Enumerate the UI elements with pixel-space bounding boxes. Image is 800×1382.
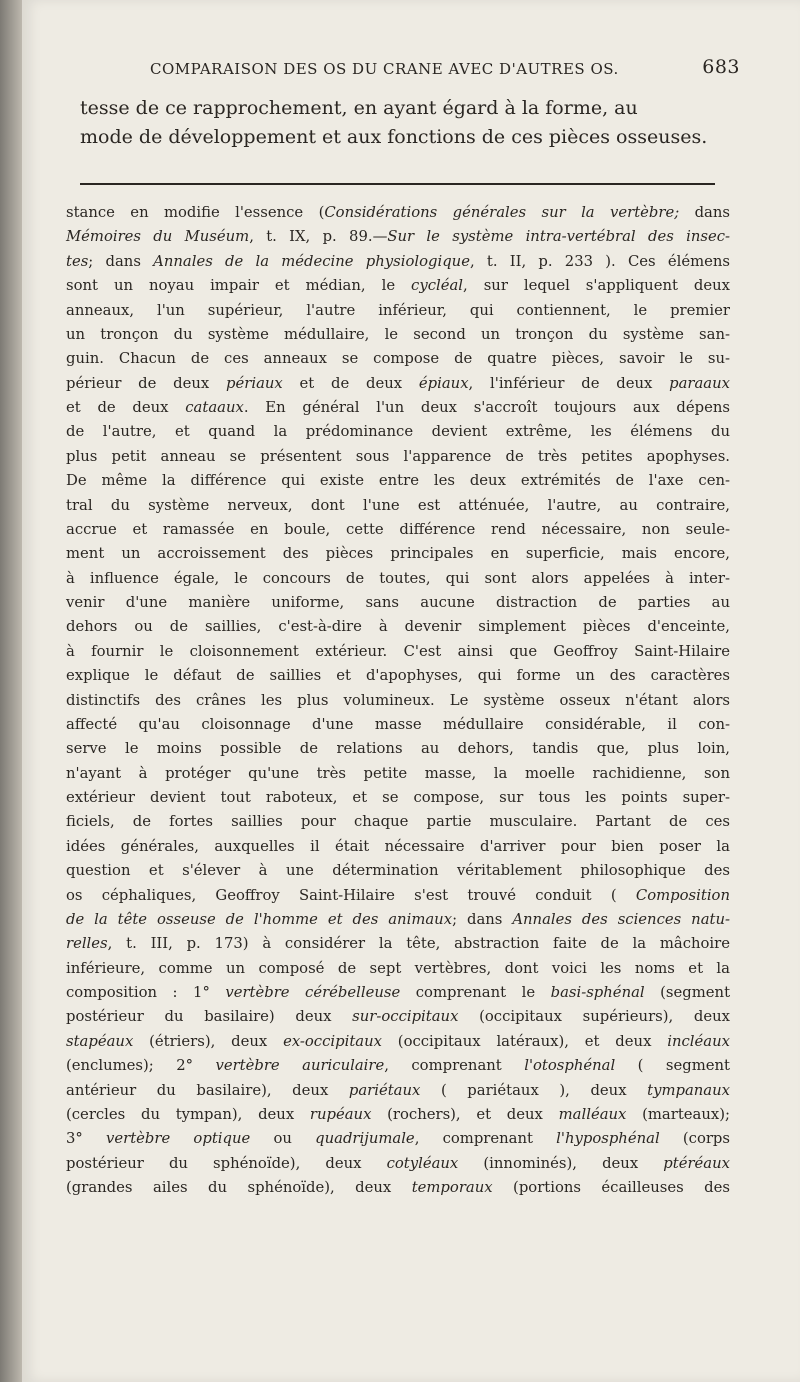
text-line — [66, 396, 730, 420]
italic-run: ex-occipitaux — [283, 1032, 382, 1050]
text-run: dans — [679, 204, 730, 221]
text-run: comprenant le — [400, 984, 551, 1001]
text-line — [66, 225, 730, 249]
text-run: postérieur du basilaire) deux — [66, 1008, 353, 1026]
text-run: ; dans — [452, 910, 513, 928]
italic-run: épiaux — [418, 374, 469, 392]
text-run: (occipitaux supérieurs), deux — [458, 1008, 730, 1026]
text-run: serve le moins possible de relations au dehors, tandis que, plus loin, — [66, 740, 730, 758]
text-line — [66, 664, 730, 688]
text-run: de l'autre, et quand la prédominance devient extrême, les élémens du — [66, 423, 730, 441]
text-run: ment un accroissement des pièces principales en superficie, mais encore, — [66, 545, 730, 563]
text-line — [66, 347, 730, 371]
text-line — [66, 737, 730, 761]
text-line — [66, 469, 730, 493]
text-line — [66, 1127, 730, 1151]
running-head-title: COMPARAISON DES OS DU CRANE AVEC D'AUTRES OS. — [150, 60, 619, 78]
text-run: à influence égale, le concours de toutes, qui sont alors appelées à inter- — [66, 569, 730, 587]
text-run: idées générales, auxquelles il était nécessaire d'arriver pour bien poser la — [66, 837, 730, 855]
italic-run: Sur le système intra-vertébral des insec- — [387, 228, 730, 246]
text-run: (rochers), et deux — [371, 1105, 559, 1123]
text-line — [66, 859, 730, 883]
text-run: postérieur du sphénoïde), deux — [66, 1154, 387, 1172]
text-run: (enclumes); 2° — [66, 1057, 216, 1075]
text-run: question et s'élever à une détermination véritablement philosophique des — [66, 862, 730, 880]
text-run: distinctifs des crânes les plus volumineux. Le système osseux n'étant alors — [66, 691, 730, 709]
running-head — [150, 56, 740, 78]
text-line — [66, 299, 730, 323]
lead-line: mode de développement et aux fonctions de ces pièces osseuses. — [80, 126, 708, 148]
italic-run: l'hyposphénal — [556, 1130, 660, 1148]
text-run: . En général l'un deux s'accroît toujours aux dépens — [243, 399, 730, 416]
text-run: , sur lequel s'appliquent deux — [463, 277, 730, 295]
text-run: accrue et ramassée en boule, cette différence rend nécessaire, non seule- — [66, 520, 730, 538]
text-run: explique le défaut de saillies et d'apophyses, qui forme un des caractères — [66, 667, 730, 685]
text-run: tral du système nerveux, dont l'une est atténuée, l'autre, au contraire, — [66, 496, 730, 514]
text-run: un tronçon du système médullaire, le second un tronçon du système san- — [66, 325, 730, 343]
text-line — [66, 1103, 730, 1127]
text-run: (segment — [644, 984, 731, 1001]
text-run: plus petit anneau se présentent sous l'apparence de très petites apophyses. — [66, 447, 730, 465]
text-run: ou — [250, 1130, 316, 1148]
text-run: ( pariétaux ), deux — [420, 1081, 648, 1099]
text-line — [66, 1005, 730, 1029]
text-run: dehors ou de saillies, c'est-à-dire à devenir simplement pièces d'enceinte, — [66, 618, 730, 636]
italic-run: rupéaux — [309, 1105, 372, 1123]
text-line — [66, 835, 730, 859]
text-run: anneaux, l'un supérieur, l'autre inférieur, qui contiennent, le premier — [66, 301, 730, 319]
body-text — [66, 201, 730, 1200]
text-run: et de deux — [66, 399, 186, 416]
italic-run: l'otosphénal — [524, 1057, 616, 1075]
text-run: (marteaux); — [626, 1105, 730, 1123]
text-run: guin. Chacun de ces anneaux se compose de quatre pièces, savoir le su- — [66, 350, 730, 368]
text-line — [66, 884, 730, 908]
text-line — [66, 1152, 730, 1176]
italic-run: pariétaux — [348, 1081, 421, 1099]
text-line — [66, 762, 730, 786]
italic-run: quadrijumale — [315, 1130, 415, 1148]
text-line — [66, 542, 730, 566]
italic-run: malléaux — [558, 1105, 627, 1123]
text-line — [66, 640, 730, 664]
text-line — [66, 932, 730, 956]
page-number: 683 — [702, 56, 740, 78]
text-run: (portions écailleuses des — [492, 1179, 730, 1196]
text-run: composition : 1° — [66, 984, 226, 1001]
italic-run: tes — [66, 252, 89, 270]
italic-run: Annales des sciences natu- — [512, 910, 730, 928]
text-run: inférieure, comme un composé de sept vertèbres, dont voici les noms et la — [66, 959, 730, 977]
text-run: , t. II, p. 233 ). Ces élémens — [469, 252, 730, 270]
text-run: (corps — [659, 1130, 731, 1148]
italic-run: paraaux — [669, 374, 730, 392]
text-run: ( segment — [615, 1057, 730, 1075]
text-line — [66, 250, 730, 274]
text-run: , l'inférieur de deux — [468, 374, 670, 392]
text-run: n'ayant à protéger qu'une très petite masse, la moelle rachidienne, son — [66, 764, 730, 782]
text-line — [66, 591, 730, 615]
text-line — [66, 274, 730, 298]
italic-run: cycléal — [411, 277, 464, 295]
text-line — [66, 713, 730, 737]
text-line — [66, 1030, 730, 1054]
text-line — [66, 567, 730, 591]
italic-run: cataaux — [185, 399, 244, 416]
italic-run: périaux — [226, 374, 283, 392]
text-run: (étriers), deux — [133, 1032, 284, 1050]
text-run: (cercles du tympan), deux — [66, 1105, 310, 1123]
text-run: os céphaliques, Geoffroy Saint-Hilaire s'est trouvé conduit ( — [66, 886, 636, 904]
text-run: venir d'une manière uniforme, sans aucune distraction de parties au — [66, 594, 730, 611]
text-line — [66, 323, 730, 347]
italic-run: vertèbre cérébelleuse — [225, 984, 401, 1001]
text-line — [66, 201, 730, 225]
text-run: extérieur devient tout raboteux, et se compose, sur tous les points super- — [66, 789, 730, 806]
italic-run: relles — [66, 935, 108, 953]
text-line — [66, 981, 730, 1005]
text-line — [66, 494, 730, 518]
text-line — [66, 1176, 730, 1200]
text-run: , t. IX, p. 89.— — [249, 228, 388, 246]
text-line — [66, 1079, 730, 1103]
italic-run: ptéréaux — [663, 1154, 730, 1172]
italic-run: cotyléaux — [386, 1154, 459, 1172]
section-rule — [80, 183, 715, 185]
text-run: De même la différence qui existe entre les deux extrémités de l'axe cen- — [66, 472, 730, 490]
lead-line: tesse de ce rapprochement, en ayant égard à la forme, au — [80, 97, 638, 119]
italic-run: sur-occipitaux — [352, 1008, 459, 1026]
text-line — [66, 1054, 730, 1078]
page-binding-edge — [0, 0, 22, 1382]
italic-run: vertèbre optique — [106, 1130, 251, 1148]
text-run: , t. III, p. 173) à considérer la tête, abstraction faite de la mâchoire — [107, 935, 730, 953]
text-run: (grandes ailes du sphénoïde), deux — [66, 1179, 412, 1196]
text-line — [66, 518, 730, 542]
text-run: ficiels, de fortes saillies pour chaque partie musculaire. Partant de ces — [66, 813, 730, 831]
text-line — [66, 786, 730, 810]
text-run: 3° — [66, 1130, 107, 1148]
italic-run: Mémoires du Muséum — [66, 228, 250, 246]
text-line — [66, 810, 730, 834]
italic-run: tympanaux — [647, 1081, 730, 1099]
text-run: (innominés), deux — [458, 1154, 664, 1172]
italic-run: Annales de la médecine physiologique — [153, 252, 470, 270]
text-line — [66, 615, 730, 639]
text-run: périeur de deux — [66, 374, 227, 392]
text-line — [66, 908, 730, 932]
text-line — [66, 445, 730, 469]
text-line — [66, 957, 730, 981]
italic-run: incléaux — [667, 1032, 730, 1050]
italic-run: Considérations générales sur la vertèbre; — [324, 204, 680, 221]
text-run: , comprenant — [414, 1130, 557, 1148]
italic-run: temporaux — [411, 1179, 493, 1196]
italic-run: Composition — [635, 886, 730, 904]
italic-run: basi-sphénal — [550, 984, 645, 1001]
text-run: , comprenant — [384, 1057, 525, 1075]
text-run: (occipitaux latéraux), et deux — [381, 1032, 668, 1050]
text-line — [66, 689, 730, 713]
text-run: et de deux — [282, 374, 419, 392]
italic-run: stapéaux — [66, 1032, 134, 1050]
text-run: à fournir le cloisonnement extérieur. C'est ainsi que Geoffroy Saint-Hilaire — [66, 642, 730, 660]
text-run: stance en modifie l'essence ( — [66, 204, 325, 221]
text-run: ; dans — [88, 252, 154, 270]
italic-run: de la tête osseuse de l'homme et des animaux — [66, 910, 453, 928]
lead-paragraph — [80, 94, 730, 152]
text-line — [66, 420, 730, 444]
italic-run: vertèbre auriculaire — [215, 1057, 385, 1075]
text-line — [66, 372, 730, 396]
text-run: antérieur du basilaire), deux — [66, 1081, 349, 1099]
text-run: sont un noyau impair et médian, le — [66, 277, 412, 295]
text-run: affecté qu'au cloisonnage d'une masse médullaire considérable, il con- — [66, 715, 730, 733]
